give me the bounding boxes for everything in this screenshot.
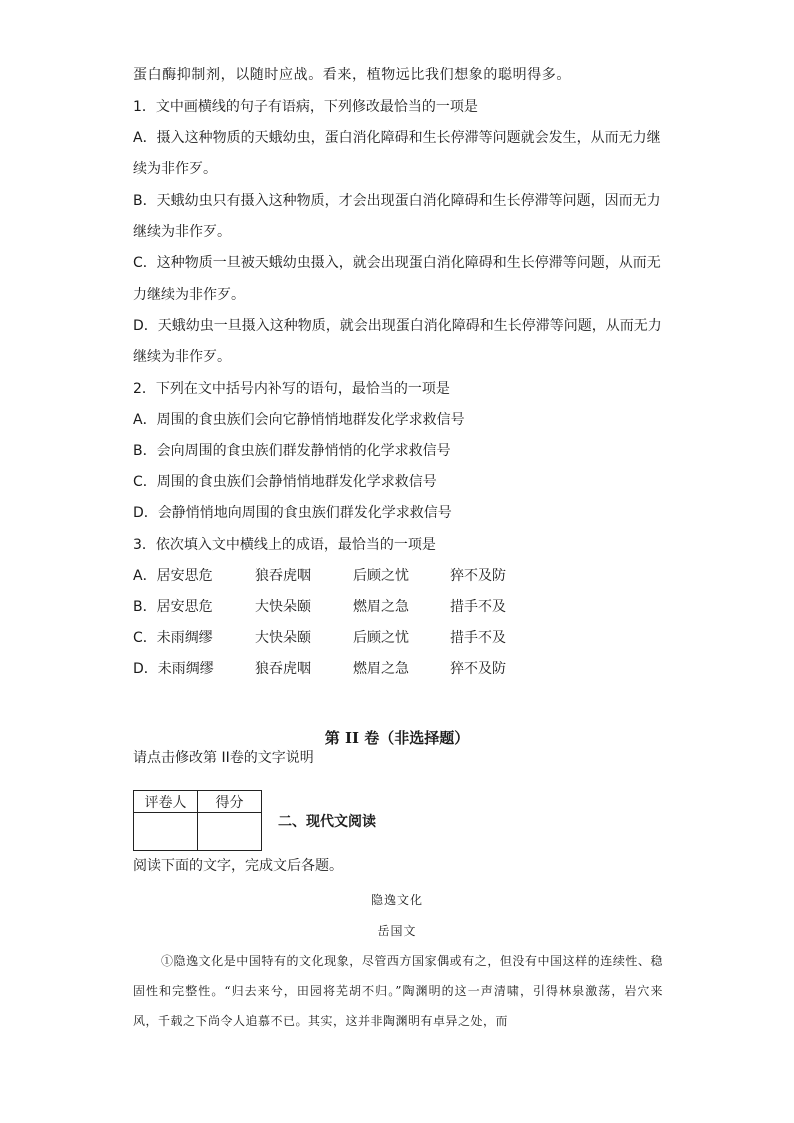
q3-b-idiom-3: 燃眉之急 (353, 599, 409, 615)
grader-cell[interactable] (134, 813, 198, 851)
q3-d-idiom-1: D．未雨绸缪 (133, 661, 214, 677)
q3-b-idiom-1: B．居安思危 (133, 599, 213, 615)
score-header: 得分 (198, 791, 262, 813)
score-cell[interactable] (198, 813, 262, 851)
q3-d-idiom-4: 猝不及防 (450, 661, 506, 677)
q3-d-idiom-3: 燃眉之急 (353, 661, 409, 677)
q3-c-idiom-2: 大快朵颐 (255, 630, 311, 646)
passage-tail: 蛋白酶抑制剂，以随时应战。看来，植物远比我们想象的聪明得多。 (133, 67, 571, 83)
q1-option-d-line1: D．天蛾幼虫一旦摄入这种物质，就会出现蛋白消化障碍和生长停滞等问题，从而无力 (133, 318, 662, 334)
q2-option-d: D．会静悄悄地向周围的食虫族们群发化学求救信号 (133, 505, 452, 521)
q2-option-b: B．会向周围的食虫族们群发静悄悄的化学求救信号 (133, 443, 451, 459)
q3-c-idiom-4: 措手不及 (450, 630, 506, 646)
q1-option-b-line1: B．天蛾幼虫只有摄入这种物质，才会出现蛋白消化障碍和生长停滞等问题，因而无力 (133, 193, 661, 209)
question-1-stem: 1．文中画横线的句子有语病，下列修改最恰当的一项是 (133, 99, 478, 115)
part-2-note[interactable]: 请点击修改第 II卷的文字说明 (133, 750, 314, 766)
q1-option-c-line1: C．这种物质一旦被天蛾幼虫摄入，就会出现蛋白消化障碍和生长停滞等问题，从而无 (133, 255, 661, 271)
question-2-stem: 2．下列在文中括号内补写的语句，最恰当的一项是 (133, 381, 450, 397)
q1-option-a-line1: A．摄入这种物质的天蛾幼虫，蛋白消化障碍和生长停滞等问题就会发生，从而无力继 (133, 130, 661, 146)
score-table (133, 790, 262, 851)
article-paragraph-1: ①隐逸文化是中国特有的文化现象，尽管西方国家偶或有之，但没有中国这样的连续性、稳固性和完整性。“归去来兮，田园将芜胡不归。”陶渊明的这一声清啸，引得林泉激荡，岩穴来风，千载之下尚令人追慕不已。其实，这并非陶渊明有卓异之处，而 (133, 954, 663, 1028)
article-author: 岳国文 (377, 924, 417, 938)
question-3-stem: 3．依次填入文中横线上的成语，最恰当的一项是 (133, 537, 436, 553)
q3-a-idiom-3: 后顾之忧 (353, 568, 409, 584)
grader-header: 评卷人 (134, 791, 198, 813)
q3-b-idiom-2: 大快朵颐 (255, 599, 311, 615)
q2-option-a: A．周围的食虫族们会向它静悄悄地群发化学求救信号 (133, 412, 465, 428)
q3-a-idiom-1: A．居安思危 (133, 568, 213, 584)
q3-c-idiom-3: 后顾之忧 (353, 630, 409, 646)
article-title: 隐逸文化 (370, 893, 423, 907)
q3-c-idiom-1: C．未雨绸缪 (133, 630, 213, 646)
q2-option-c: C．周围的食虫族们会静悄悄地群发化学求救信号 (133, 474, 437, 490)
q3-d-idiom-2: 狼吞虎咽 (255, 661, 311, 677)
q1-option-c-line2: 力继续为非作歹。 (133, 287, 245, 303)
q3-a-idiom-4: 猝不及防 (450, 568, 506, 584)
part-2-title: 第 II 卷（非选择题） (324, 729, 470, 747)
q1-option-d-line2: 继续为非作歹。 (133, 349, 231, 365)
q1-option-b-line2: 继续为非作歹。 (133, 224, 231, 240)
q1-option-a-line2: 续为非作歹。 (133, 161, 217, 177)
reading-instruction: 阅读下面的文字，完成文后各题。 (133, 858, 343, 874)
q3-b-idiom-4: 措手不及 (450, 599, 506, 615)
section-heading: 二、现代文阅读 (278, 814, 376, 830)
q3-a-idiom-2: 狼吞虎咽 (255, 568, 311, 584)
